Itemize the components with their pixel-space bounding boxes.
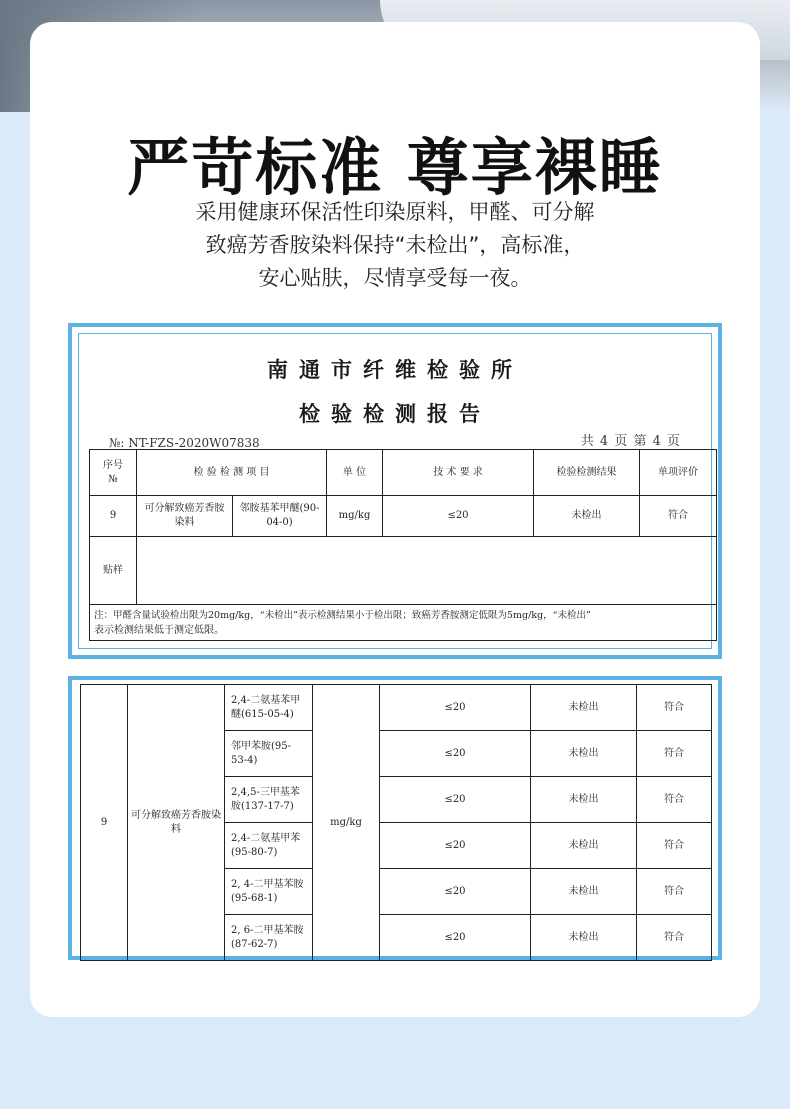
- intro-line: 采用健康环保活性印染原料，甲醛、可分解: [195, 200, 595, 224]
- header-result: 检验检测结果: [534, 450, 640, 496]
- cell-substance: 2, 6-二甲基苯胺(87-62-7): [225, 915, 313, 961]
- report-page-info: 共 4 页 第 4 页: [580, 434, 681, 449]
- header-item: 检 验 检 测 项 目: [137, 450, 327, 496]
- cell-unit: mg/kg: [313, 685, 380, 961]
- header-seq: [90, 450, 137, 496]
- table-header-row: [90, 450, 717, 496]
- cell-substance: 2,4-二氨基甲苯(95-80-7): [225, 823, 313, 869]
- cell-evaluation: 符合: [637, 869, 712, 915]
- intro-line: 安心贴肤，尽情享受每一夜。: [258, 266, 532, 290]
- cell-category: 可分解致癌芳香胺染料: [137, 496, 233, 536]
- cell-seq: 9: [81, 685, 128, 961]
- report-institute: 南通市纤维检验所: [267, 357, 523, 382]
- cell-substance: 2, 4-二甲基苯胺(95-68-1): [225, 869, 313, 915]
- report-number: №: NT-FZS-2020W07838: [109, 436, 260, 450]
- cell-category: 可分解致癌芳香胺染料: [128, 685, 225, 961]
- intro-line: 致癌芳香胺染料保持“未检出”，高标准，: [205, 233, 585, 257]
- header-unit: 单 位: [327, 450, 383, 496]
- cell-substance: 2,4-二氨基苯甲醚(615-05-4): [225, 685, 313, 731]
- sample-row: [90, 537, 717, 605]
- cell-result: 未检出: [531, 823, 637, 869]
- cell-requirement: ≤20: [380, 685, 531, 731]
- table-row: [81, 685, 712, 731]
- cell-result: 未检出: [531, 869, 637, 915]
- header-requirement: 技 术 要 求: [383, 450, 534, 496]
- note-line: 表示检测结果低于测定低限。: [94, 624, 224, 636]
- report-title: 检验检测报告: [299, 401, 491, 426]
- cell-result: 未检出: [531, 731, 637, 777]
- cell-evaluation: 符合: [637, 823, 712, 869]
- cell-substance: 2,4,5-三甲基苯胺(137-17-7): [225, 777, 313, 823]
- cell-requirement: ≤20: [380, 915, 531, 961]
- cell-result: 未检出: [531, 777, 637, 823]
- cell-result: 未检出: [531, 685, 637, 731]
- headline: 严苛标准 尊享裸睡: [127, 131, 663, 204]
- intro-text: [0, 196, 790, 295]
- cell-evaluation: 符合: [640, 496, 717, 537]
- header-evaluation: 单项评价: [640, 450, 717, 496]
- sample-area: [137, 537, 717, 605]
- header-seq-no: №: [108, 473, 118, 485]
- cell-evaluation: 符合: [637, 685, 712, 731]
- cell-evaluation: 符合: [637, 777, 712, 823]
- cell-unit: mg/kg: [327, 496, 383, 537]
- cell-result: 未检出: [534, 496, 640, 537]
- report-note: [90, 605, 717, 641]
- sample-label: 贴样: [90, 537, 137, 605]
- amine-results-table: [80, 684, 712, 961]
- cell-requirement: ≤20: [380, 823, 531, 869]
- table-row: [90, 496, 717, 537]
- cell-seq: 9: [90, 496, 137, 537]
- cell-substance: 邻胺基苯甲醚(90-04-0): [239, 503, 320, 528]
- test-report-frame: [68, 323, 722, 659]
- cell-requirement: ≤20: [380, 869, 531, 915]
- note-row: [90, 605, 717, 641]
- cell-evaluation: 符合: [637, 731, 712, 777]
- cell-result: 未检出: [531, 915, 637, 961]
- note-line: 注：甲醛含量试验检出限为20mg/kg，“未检出”表示检测结果小于检出限；致癌芳香胺测定低限为5mg/kg，“未检出”: [94, 609, 591, 621]
- cell-requirement: ≤20: [383, 496, 534, 537]
- cell-evaluation: 符合: [637, 915, 712, 961]
- report-table: [89, 449, 717, 641]
- amine-results-frame: [68, 676, 722, 960]
- header-seq-label: 序号: [103, 459, 123, 471]
- test-report-inner: [78, 333, 712, 649]
- cell-requirement: ≤20: [380, 731, 531, 777]
- cell-substance: 邻甲苯胺(95-53-4): [225, 731, 313, 777]
- cell-requirement: ≤20: [380, 777, 531, 823]
- cell-item: [137, 496, 327, 537]
